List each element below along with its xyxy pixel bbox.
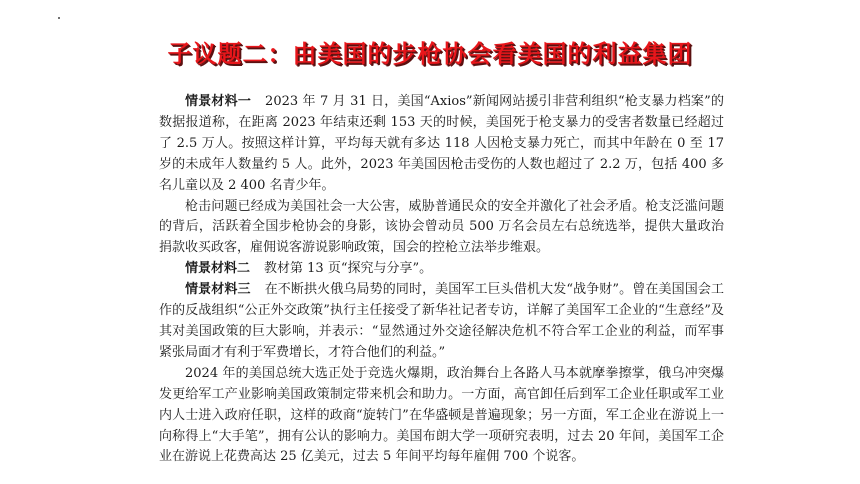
material-2-text: 教材第 13 页“探究与分享”。 — [264, 261, 433, 277]
material-1-text: 2023 年 7 月 31 日，美国“Axios”新闻网站援引非营利组织“枪支暴力档案”的数据报道称，在距离 2023 年结束还剩 153 天的时候，美国死于枪支暴力的受害者数量已经超过了 2.5 万人。按照这样计算，平均每天就有多达 118 人因枪支暴力死亡，而其中年龄在 0 至 17 岁的未成年人数量约 5 人。此外，2023 年美国因枪击受伤的人数也超过了 2.2 万，包括 400 多名儿童以及 2 400 名青少年。 — [159, 94, 724, 193]
material-3-cont-text: 2024 年的美国总统大选正处于竞选火爆期，政治舞台上各路人马本就摩拳擦掌，俄乌冲突爆发更给军工产业影响美国政策制定带来机会和助力。一方面，高官卸任后到军工企业任职或军工业内人士进入政府任职，这样的政商“旋转门”在华盛顿是普遍现象；另一方面，军工企业在游说上一向称得上“大手笔”，拥有公认的影响力。美国布朗大学一项研究表明，过去 20 年间，美国军工企业在游说上花费高达 25 亿美元，过去 5 年间平均每年雇佣 700 个说客。 — [159, 365, 724, 465]
document-body — [159, 92, 724, 468]
slide-title: 子议题二：由美国的步枪协会看美国的利益集团 — [167, 40, 693, 68]
bullet-dot — [58, 17, 60, 19]
material-1-cont-text: 枪击问题已经成为美国社会一大公害，威胁普通民众的安全并激化了社会矛盾。枪支泛滥问题的背后，活跃着全国步枪协会的身影，该协会曾动员 500 万名会员左右总统选举，提供大量政治捐款收买政客，雇佣说客游说影响政策，国会的控枪立法举步维艰。 — [159, 198, 724, 256]
material-3-text: 在不断拱火俄乌局势的同时，美国军工巨头借机大发“战争财”。曾在美国国会工作的反战组织“公正外交政策”执行主任接受了新华社记者专访，详解了美国军工企业的“生意经”及其对美国政策的巨大影响，并表示：“显然通过外交途径解决危机不符合军工企业的利益，而军事紧张局面才有利于军费增长，才符合他们的利益。” — [159, 282, 724, 360]
paragraph-material-1-cont — [159, 197, 724, 260]
material-2-label: 情景材料二 — [185, 261, 251, 277]
paragraph-material-3 — [159, 280, 724, 364]
paragraph-material-2 — [159, 259, 724, 280]
material-3-label: 情景材料三 — [185, 282, 251, 298]
material-1-label: 情景材料一 — [185, 94, 252, 109]
paragraph-material-3-cont — [159, 364, 724, 469]
paragraph-material-1 — [159, 92, 724, 197]
